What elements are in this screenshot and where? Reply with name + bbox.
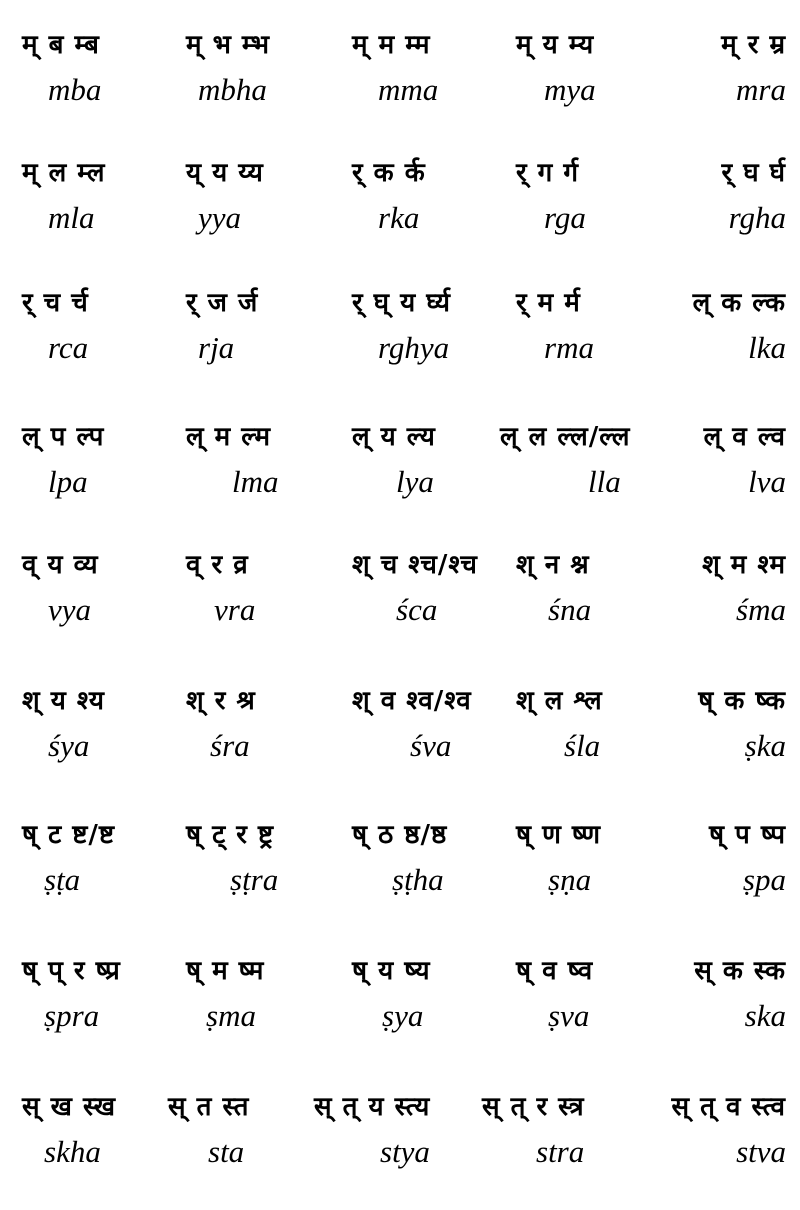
devanagari-conjunct: म् ल म्ल (22, 158, 106, 188)
transliteration: ṣṭa (44, 862, 81, 897)
conjunct-cell (186, 286, 346, 396)
conjunct-cell (352, 156, 512, 266)
devanagari-conjunct: ष् प ष्प (708, 820, 786, 850)
transliteration: stya (380, 1134, 430, 1169)
conjunct-cell (352, 548, 512, 658)
transliteration: mla (48, 200, 95, 235)
conjunct-cell (646, 156, 786, 266)
transliteration: rka (378, 200, 420, 235)
transliteration: vya (48, 592, 92, 627)
devanagari-conjunct: श् ल श्ल (516, 686, 603, 716)
transliteration: rghya (378, 330, 450, 365)
transliteration: lka (748, 330, 786, 365)
conjunct-cell (22, 156, 182, 266)
devanagari-conjunct: ष् व ष्व (516, 956, 594, 986)
table-row (0, 420, 800, 540)
transliteration: śna (548, 592, 592, 627)
transliteration: śca (396, 592, 438, 627)
devanagari-conjunct: व् य व्य (22, 550, 99, 580)
devanagari-conjunct: ल् य ल्य (352, 422, 436, 452)
transliteration: śma (736, 592, 786, 627)
conjunct-cell (186, 420, 346, 530)
table-row (0, 286, 800, 406)
transliteration: skha (44, 1134, 101, 1169)
devanagari-conjunct: म् ब म्ब (22, 30, 100, 60)
transliteration: ṣma (206, 998, 256, 1033)
devanagari-conjunct: म् भ म्भ (186, 30, 271, 60)
table-row (0, 548, 800, 668)
transliteration: mra (736, 72, 786, 107)
conjunct-cell (168, 1090, 328, 1200)
transliteration: rga (544, 200, 586, 235)
devanagari-conjunct: श् च श्च/श्च (352, 550, 478, 580)
transliteration: lpa (48, 464, 88, 499)
conjunct-cell (186, 156, 346, 266)
devanagari-conjunct: श् र श्र (186, 686, 256, 716)
devanagari-conjunct: ष् ण ष्ण (516, 820, 602, 850)
transliteration: ṣṭha (392, 862, 444, 897)
devanagari-conjunct: ष् ट् र ष्ट्र (186, 820, 275, 850)
transliteration: rgha (728, 200, 786, 235)
conjunct-cell (500, 420, 660, 530)
transliteration: ṣṭra (230, 862, 279, 897)
table-row (0, 954, 800, 1074)
conjunct-cell (352, 28, 512, 138)
devanagari-conjunct: ल् म ल्म (186, 422, 272, 452)
conjunct-cell (186, 28, 346, 138)
devanagari-conjunct: र् च र्च (22, 288, 89, 318)
conjunct-cell (352, 420, 512, 530)
transliteration: ṣka (744, 728, 786, 763)
conjunct-cell (646, 286, 786, 396)
devanagari-conjunct: स् त् य स्त्य (314, 1092, 431, 1122)
devanagari-conjunct: श् य श्य (22, 686, 105, 716)
devanagari-conjunct: ष् ठ ष्ठ/ष्ठ (352, 820, 448, 850)
transliteration: ṣpra (44, 998, 100, 1033)
transliteration: lya (396, 464, 434, 499)
transliteration: śra (210, 728, 250, 763)
devanagari-conjunct: र् म र्म (516, 288, 581, 318)
devanagari-conjunct: ल् प ल्प (22, 422, 105, 452)
devanagari-conjunct: ष् य ष्य (352, 956, 431, 986)
devanagari-conjunct: म् र म्र (721, 30, 786, 60)
conjunct-cell (352, 954, 512, 1064)
conjunct-cell (22, 420, 182, 530)
transliteration: vra (214, 592, 256, 627)
transliteration: ṣva (548, 998, 590, 1033)
transliteration: stra (536, 1134, 585, 1169)
devanagari-conjunct: स् क स्क (694, 956, 786, 986)
conjunct-cell (352, 684, 512, 794)
table-row (0, 684, 800, 804)
transliteration: lva (748, 464, 786, 499)
conjunct-cell (186, 684, 346, 794)
conjunct-cell (22, 684, 182, 794)
conjunct-cell (646, 954, 786, 1064)
devanagari-conjunct: ष् ट ष्ट/ष्ट (22, 820, 116, 850)
conjunct-cell (186, 818, 346, 928)
conjunct-cell (314, 1090, 474, 1200)
transliteration: lma (232, 464, 279, 499)
table-row (0, 1090, 800, 1210)
devanagari-conjunct: ल् व ल्व (703, 422, 786, 452)
conjunct-cell (186, 548, 346, 658)
conjunct-cell (646, 818, 786, 928)
devanagari-conjunct: र् क र्क (352, 158, 426, 188)
transliteration: ska (744, 998, 786, 1033)
transliteration: śya (48, 728, 90, 763)
table-row (0, 156, 800, 276)
conjunct-cell (22, 548, 182, 658)
devanagari-conjunct: र् ग र्ग (516, 158, 580, 188)
transliteration: ṣṇa (548, 862, 592, 897)
transliteration: ṣya (382, 998, 424, 1033)
devanagari-conjunct: श् न श्न (516, 550, 590, 580)
devanagari-conjunct: र् घ र्घ (721, 158, 786, 188)
transliteration: mba (48, 72, 102, 107)
devanagari-conjunct: स् त् व स्त्व (671, 1092, 786, 1122)
transliteration: lla (588, 464, 621, 499)
conjunct-cell (352, 286, 512, 396)
transliteration: yya (198, 200, 242, 235)
conjunct-cell (22, 954, 182, 1064)
conjunct-cell (22, 28, 182, 138)
table-row (0, 28, 800, 148)
transliteration: rja (198, 330, 235, 365)
transliteration: stva (736, 1134, 786, 1169)
conjunct-cell (646, 420, 786, 530)
devanagari-conjunct: श् व श्व/श्व (352, 686, 472, 716)
devanagari-conjunct: स् त् र स्त्र (482, 1092, 585, 1122)
devanagari-conjunct: श् म श्म (702, 550, 786, 580)
transliteration: mya (544, 72, 596, 107)
devanagari-conjunct: म् य म्य (516, 30, 595, 60)
transliteration: mma (378, 72, 439, 107)
devanagari-conjunct: र् घ् य र्घ्य (352, 288, 451, 318)
transliteration: śla (564, 728, 601, 763)
devanagari-conjunct: ल् ल ल्ल/ल्ल (500, 422, 631, 452)
devanagari-conjunct: व् र व्र (186, 550, 249, 580)
devanagari-conjunct: स् ख स्ख (22, 1092, 117, 1122)
table-row (0, 818, 800, 938)
conjunct-cell (646, 1090, 786, 1200)
devanagari-conjunct: ल् क ल्क (692, 288, 786, 318)
transliteration: ṣpa (742, 862, 786, 897)
conjunct-cell (646, 548, 786, 658)
transliteration: sta (208, 1134, 245, 1169)
devanagari-conjunct: म् म म्म (352, 30, 431, 60)
conjunct-cell (22, 818, 182, 928)
devanagari-conjunct: ष् प् र ष्प्र (22, 956, 121, 986)
devanagari-conjunct: स् त स्त (168, 1092, 250, 1122)
transliteration: rma (544, 330, 594, 365)
conjunct-cell (22, 286, 182, 396)
transliteration: mbha (198, 72, 267, 107)
transliteration: rca (48, 330, 89, 365)
devanagari-conjunct: ष् म ष्म (186, 956, 265, 986)
conjunct-cell (646, 684, 786, 794)
transliteration: śva (410, 728, 452, 763)
devanagari-conjunct: ष् क ष्क (698, 686, 786, 716)
conjunct-cell (352, 818, 512, 928)
conjunct-cell (22, 1090, 182, 1200)
conjunct-cell (646, 28, 786, 138)
conjunct-cell (482, 1090, 642, 1200)
conjunct-cell (186, 954, 346, 1064)
devanagari-conjunct: य् य य्य (186, 158, 264, 188)
devanagari-conjunct: र् ज र्ज (186, 288, 259, 318)
